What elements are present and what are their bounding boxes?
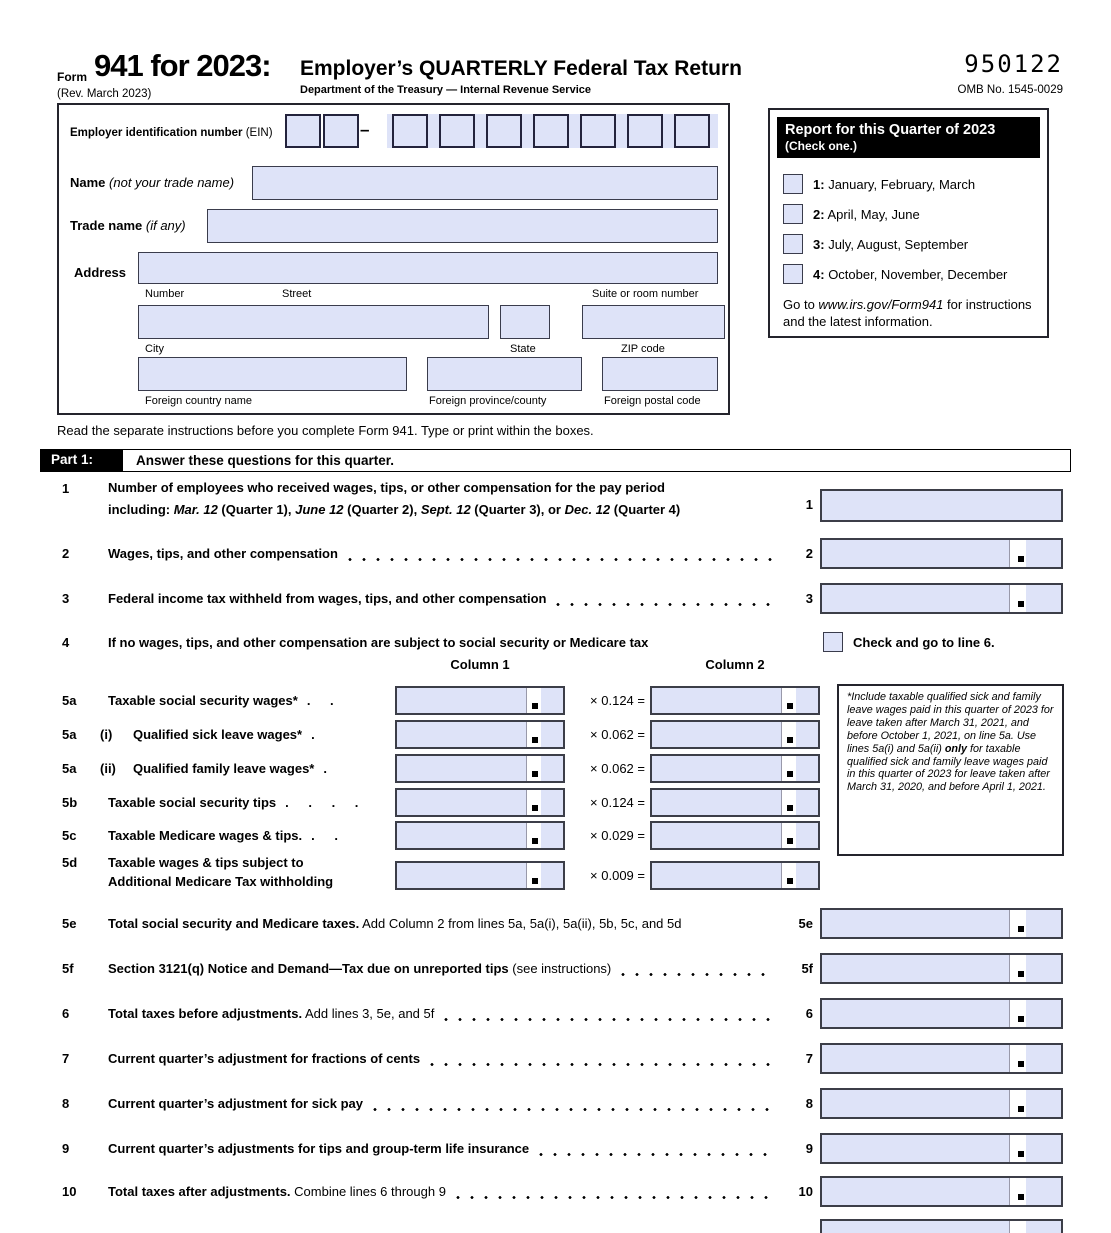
line5aii-number: 5a bbox=[62, 761, 77, 776]
line5c-label: Taxable Medicare wages & tips. . . bbox=[108, 828, 340, 843]
ein-dash: – bbox=[360, 120, 370, 139]
line8-amount-input[interactable] bbox=[820, 1088, 1063, 1119]
line1-text-2: including: Mar. 12 (Quarter 1), June 12 (Quarter 2), Sept. 12 (Quarter 3), or Dec. 12 (Quarter 4) bbox=[108, 502, 681, 517]
line1-row bbox=[57, 479, 1063, 533]
line10-right-number: 10 bbox=[798, 1184, 813, 1199]
column1-header: Column 1 bbox=[450, 657, 510, 672]
quarter4-checkbox[interactable] bbox=[783, 264, 803, 284]
line8-label: Current quarter’s adjustment for sick pay bbox=[108, 1096, 364, 1111]
quarter-option-1 bbox=[783, 174, 975, 194]
dot-leader bbox=[348, 558, 775, 561]
foreign-postal-sublabel: Foreign postal code bbox=[604, 395, 701, 407]
decimal-point bbox=[1018, 1016, 1024, 1022]
line5b-col1-input[interactable] bbox=[395, 788, 565, 817]
line2-number: 2 bbox=[62, 546, 70, 561]
dot-leader: . bbox=[311, 727, 317, 742]
line5e-number: 5e bbox=[62, 916, 77, 931]
line5a-col1-input[interactable] bbox=[395, 686, 565, 715]
line4-checkbox[interactable] bbox=[823, 632, 843, 652]
cents-separator bbox=[526, 863, 540, 888]
line5f-amount-input[interactable] bbox=[820, 953, 1063, 984]
address-number-sublabel: Number bbox=[145, 288, 185, 300]
cents-separator bbox=[781, 823, 795, 848]
address-street-sublabel: Street bbox=[282, 288, 312, 300]
cents-separator bbox=[1009, 955, 1027, 982]
quarter-option-label: 4: October, November, December bbox=[813, 266, 1008, 282]
quarter-option-3 bbox=[783, 234, 968, 254]
cents-separator bbox=[1009, 1221, 1027, 1233]
irs-url: www.irs.gov/Form941 bbox=[818, 297, 944, 312]
foreign-country-sublabel: Foreign country name bbox=[145, 395, 252, 407]
decimal-point bbox=[787, 878, 793, 884]
line5c-col2-input[interactable] bbox=[650, 821, 820, 850]
line5a-col2-input[interactable] bbox=[650, 686, 820, 715]
line5e-right-number: 5e bbox=[798, 916, 813, 931]
line5d-row bbox=[57, 853, 1063, 895]
line2-row bbox=[57, 538, 1063, 569]
dot-leader: . . . . bbox=[285, 795, 361, 810]
line4-row bbox=[57, 632, 1063, 656]
line5ai-col2-input[interactable] bbox=[650, 720, 820, 749]
line7-right-number: 7 bbox=[805, 1051, 813, 1066]
dot-leader: . bbox=[323, 761, 329, 776]
decimal-point bbox=[787, 737, 793, 743]
cents-separator bbox=[1009, 1135, 1027, 1162]
line5b-number: 5b bbox=[62, 795, 78, 810]
decimal-point bbox=[787, 703, 793, 709]
line8-number: 8 bbox=[62, 1096, 70, 1111]
line5f-label: Section 3121(q) Notice and Demand—Tax due on unreported tips (see instructions) bbox=[108, 961, 612, 976]
line6-number: 6 bbox=[62, 1006, 70, 1021]
line9-label: Current quarter’s adjustments for tips and group-term life insurance bbox=[108, 1141, 530, 1156]
line5c-multiplier: × 0.029 = bbox=[590, 828, 645, 843]
city-input[interactable] bbox=[138, 305, 489, 339]
cents-separator bbox=[526, 823, 540, 848]
line7-amount-input[interactable] bbox=[820, 1043, 1063, 1074]
ein-box-2[interactable] bbox=[323, 114, 359, 148]
decimal-point bbox=[787, 771, 793, 777]
read-instructions-text: Read the separate instructions before you complete Form 941. Type or print within the boxes. bbox=[57, 423, 594, 438]
cents-separator bbox=[1009, 1045, 1027, 1072]
goto-instructions-text: Go to www.irs.gov/Form941 for instructions and the latest information. bbox=[783, 297, 1032, 329]
quarter3-checkbox[interactable] bbox=[783, 234, 803, 254]
name-input[interactable] bbox=[252, 166, 718, 200]
dot-leader bbox=[444, 1018, 775, 1021]
line3-row bbox=[57, 583, 1063, 614]
line1-right-number: 1 bbox=[805, 497, 813, 512]
cents-separator bbox=[526, 790, 540, 815]
decimal-point bbox=[532, 737, 538, 743]
line5f-row bbox=[57, 953, 1063, 984]
line9-number: 9 bbox=[62, 1141, 70, 1156]
line6-row bbox=[57, 998, 1063, 1029]
quarter-option-4 bbox=[783, 264, 1007, 284]
part1-header bbox=[40, 449, 1071, 472]
line5d-number: 5d bbox=[62, 855, 78, 870]
form-title-main: Employer’s QUARTERLY Federal Tax Return bbox=[300, 57, 742, 80]
line9-amount-input[interactable] bbox=[820, 1133, 1063, 1164]
cents-separator bbox=[781, 688, 795, 713]
cents-separator bbox=[1009, 1000, 1027, 1027]
line9-right-number: 9 bbox=[805, 1141, 813, 1156]
line4-label: If no wages, tips, and other compensation are subject to social security or Medicare tax bbox=[108, 635, 649, 650]
decimal-point bbox=[532, 805, 538, 811]
line5b-col2-input[interactable] bbox=[650, 788, 820, 817]
line5ai-multiplier: × 0.062 = bbox=[590, 727, 645, 742]
line2-right-number: 2 bbox=[805, 546, 813, 561]
line5aii-col2-input[interactable] bbox=[650, 754, 820, 783]
part1-title: Answer these questions for this quarter. bbox=[136, 453, 395, 468]
decimal-point bbox=[787, 805, 793, 811]
line5a-label: Taxable social security wages* . . bbox=[108, 693, 336, 708]
line6-right-number: 6 bbox=[805, 1006, 813, 1021]
ein-box-3[interactable] bbox=[392, 114, 428, 148]
line5f-number: 5f bbox=[62, 961, 74, 976]
quarter-box-subtitle: (Check one.) bbox=[785, 139, 858, 153]
line2-amount-input[interactable] bbox=[820, 538, 1063, 569]
line5aii-label: Qualified family leave wages* . bbox=[133, 761, 329, 776]
address-label: Address bbox=[74, 265, 127, 280]
cents-separator bbox=[526, 756, 540, 781]
line5b-label: Taxable social security tips . . . . bbox=[108, 795, 361, 810]
decimal-point bbox=[532, 703, 538, 709]
decimal-point bbox=[1018, 1061, 1024, 1067]
dot-leader bbox=[373, 1108, 775, 1111]
quarter-option-label: 2: April, May, June bbox=[813, 206, 920, 222]
line5ai-col1-input[interactable] bbox=[395, 720, 565, 749]
employer-info-box bbox=[57, 103, 730, 415]
trade-name-input[interactable] bbox=[207, 209, 718, 243]
decimal-point bbox=[1018, 971, 1024, 977]
foreign-province-input[interactable] bbox=[427, 357, 582, 391]
line5a-multiplier: × 0.124 = bbox=[590, 693, 645, 708]
ein-box-8[interactable] bbox=[627, 114, 663, 148]
line7-number: 7 bbox=[62, 1051, 70, 1066]
foreign-province-sublabel: Foreign province/county bbox=[429, 395, 547, 407]
decimal-point bbox=[1018, 601, 1024, 607]
ein-box-1[interactable] bbox=[285, 114, 321, 148]
cents-separator bbox=[1009, 1178, 1027, 1205]
decimal-point bbox=[532, 771, 538, 777]
line10-label: Total taxes after adjustments. Combine lines 6 through 9 bbox=[108, 1184, 446, 1199]
cents-separator bbox=[781, 863, 795, 888]
part1-label: Part 1: bbox=[41, 450, 123, 471]
ein-box-4[interactable] bbox=[439, 114, 475, 148]
line5a-number: 5a bbox=[62, 693, 77, 708]
line5f-right-number: 5f bbox=[801, 961, 813, 976]
ein-box-9[interactable] bbox=[674, 114, 710, 148]
line5c-number: 5c bbox=[62, 828, 77, 843]
foreign-country-input[interactable] bbox=[138, 357, 407, 391]
line3-amount-input[interactable] bbox=[820, 583, 1063, 614]
dot-leader bbox=[430, 1063, 775, 1066]
line5aii-col1-input[interactable] bbox=[395, 754, 565, 783]
line1-employees-input[interactable] bbox=[820, 489, 1063, 522]
line5ai-number: 5a bbox=[62, 727, 77, 742]
form-department: Department of the Treasury — Internal Revenue Service bbox=[300, 84, 591, 96]
column-headers bbox=[57, 657, 1063, 675]
line5aii-multiplier: × 0.062 = bbox=[590, 761, 645, 776]
decimal-point bbox=[1018, 1151, 1024, 1157]
omb-number: OMB No. 1545-0029 bbox=[957, 84, 1063, 96]
form-barcode: 950122 bbox=[964, 50, 1063, 78]
quarter-option-label: 1: January, February, March bbox=[813, 176, 976, 192]
cents-separator bbox=[526, 688, 540, 713]
line7-row bbox=[57, 1043, 1063, 1074]
cents-separator bbox=[526, 722, 540, 747]
zip-input[interactable] bbox=[582, 305, 725, 339]
line3-label: Federal income tax withheld from wages, tips, and other compensation bbox=[108, 591, 547, 606]
dot-leader bbox=[556, 603, 775, 606]
line4-number: 4 bbox=[62, 635, 70, 650]
column2-header: Column 2 bbox=[705, 657, 765, 672]
zip-sublabel: ZIP code bbox=[621, 343, 665, 355]
line5b-multiplier: × 0.124 = bbox=[590, 795, 645, 810]
quarter-option-label: 3: July, August, September bbox=[813, 236, 969, 252]
quarter-box-title: Report for this Quarter of 2023 bbox=[785, 122, 996, 138]
line5e-label: Total social security and Medicare taxes. Add Column 2 from lines 5a, 5a(i), 5a(ii), 5b, 5c, and 5d bbox=[108, 916, 682, 931]
cents-separator bbox=[1009, 1090, 1027, 1117]
line1-number: 1 bbox=[62, 481, 70, 496]
line5aii-subnumber: (ii) bbox=[100, 761, 116, 776]
address-street-input[interactable] bbox=[138, 252, 718, 284]
line2-label: Wages, tips, and other compensation bbox=[108, 546, 338, 561]
cents-separator bbox=[1009, 585, 1027, 612]
decimal-point bbox=[1018, 556, 1024, 562]
decimal-point bbox=[787, 838, 793, 844]
state-sublabel: State bbox=[510, 343, 536, 355]
line5d-col1-input[interactable] bbox=[395, 861, 565, 890]
cents-separator bbox=[1009, 910, 1027, 937]
ein-label: Employer identification number (EIN) bbox=[70, 127, 273, 139]
decimal-point bbox=[1018, 1106, 1024, 1112]
cents-separator bbox=[1009, 540, 1027, 567]
dot-leader: . . bbox=[311, 828, 340, 843]
address-suite-sublabel: Suite or room number bbox=[592, 288, 699, 300]
foreign-postal-input[interactable] bbox=[602, 357, 718, 391]
decimal-point bbox=[532, 838, 538, 844]
line10-number: 10 bbox=[62, 1184, 77, 1199]
ein-box-6[interactable] bbox=[533, 114, 569, 148]
dot-leader bbox=[539, 1153, 775, 1156]
quarter2-checkbox[interactable] bbox=[783, 204, 803, 224]
line6-amount-input[interactable] bbox=[820, 998, 1063, 1029]
quarter-select-box bbox=[768, 108, 1049, 338]
line8-right-number: 8 bbox=[805, 1096, 813, 1111]
ein-box-7[interactable] bbox=[580, 114, 616, 148]
form-word: Form bbox=[57, 70, 87, 84]
line4-check-label: Check and go to line 6. bbox=[853, 635, 995, 650]
city-sublabel: City bbox=[145, 343, 164, 355]
line5d-col2-input[interactable] bbox=[650, 861, 820, 890]
line5ai-label: Qualified sick leave wages* . bbox=[133, 727, 317, 742]
dot-leader: . . bbox=[306, 693, 336, 708]
trade-name-label: Trade name (if any) bbox=[70, 218, 186, 233]
name-label: Name (not your trade name) bbox=[70, 175, 235, 190]
line10-amount-input[interactable] bbox=[820, 1176, 1063, 1207]
line11-amount-input-partial[interactable] bbox=[820, 1219, 1063, 1233]
line9-row bbox=[57, 1133, 1063, 1164]
line5a-footnote: *Include taxable qualified sick and family leave wages paid in this quarter of 2023 for leave taken after March 31, 2021, and before October 1, 2021, on line 5a. Use lines 5a(i) and 5a(ii) only for taxable qualified sick and family leave wages paid in this quarter of 2023 for leave taken after March 31, 2020, and before April 1, 2021. bbox=[837, 684, 1064, 856]
line5e-row bbox=[57, 908, 1063, 939]
line5d-label-1: Taxable wages & tips subject to bbox=[108, 855, 304, 870]
cents-separator bbox=[781, 790, 795, 815]
quarter-box-header bbox=[777, 117, 1040, 158]
line5d-label-2: Additional Medicare Tax withholding bbox=[108, 874, 334, 889]
line5ai-subnumber: (i) bbox=[100, 727, 113, 742]
form-title-number: 941 for 2023: bbox=[94, 48, 271, 83]
line5c-col1-input[interactable] bbox=[395, 821, 565, 850]
quarter1-checkbox[interactable] bbox=[783, 174, 803, 194]
quarter-option-2 bbox=[783, 204, 920, 224]
dot-leader bbox=[621, 973, 775, 976]
line1-text-1: Number of employees who received wages, tips, or other compensation for the pay period bbox=[108, 480, 665, 495]
ein-box-5[interactable] bbox=[486, 114, 522, 148]
line5e-amount-input[interactable] bbox=[820, 908, 1063, 939]
decimal-point bbox=[532, 878, 538, 884]
line8-row bbox=[57, 1088, 1063, 1119]
decimal-point bbox=[1018, 1194, 1024, 1200]
form-revision: (Rev. March 2023) bbox=[57, 88, 152, 100]
state-input[interactable] bbox=[500, 305, 550, 339]
cents-separator bbox=[781, 722, 795, 747]
line6-label: Total taxes before adjustments. Add lines 3, 5e, and 5f bbox=[108, 1006, 435, 1021]
line7-label: Current quarter’s adjustment for fractions of cents bbox=[108, 1051, 421, 1066]
dot-leader bbox=[456, 1196, 775, 1199]
cents-separator bbox=[781, 756, 795, 781]
line3-right-number: 3 bbox=[805, 591, 813, 606]
line3-number: 3 bbox=[62, 591, 70, 606]
decimal-point bbox=[1018, 926, 1024, 932]
line10-row bbox=[57, 1176, 1063, 1207]
line5d-multiplier: × 0.009 = bbox=[590, 868, 645, 883]
